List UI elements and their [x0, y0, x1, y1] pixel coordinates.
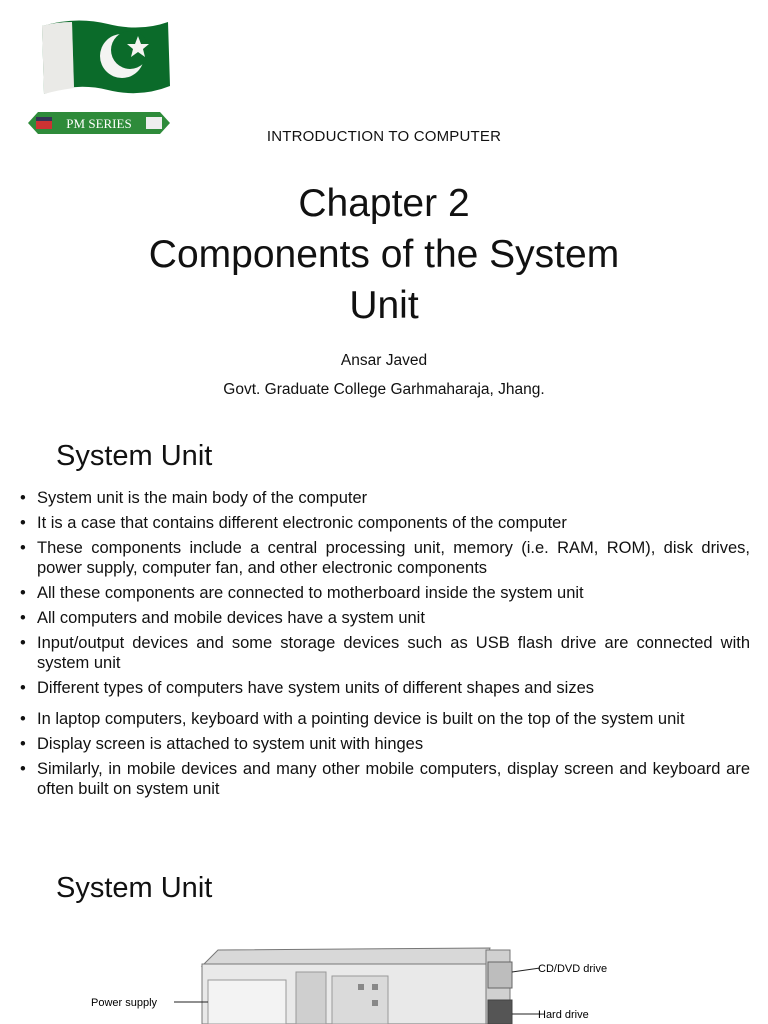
list-item: • Input/output devices and some storage devices such as USB flash drive are connected with system unit [20, 633, 750, 673]
list-item: • System unit is the main body of the computer [20, 488, 750, 508]
label-cd-dvd-drive: CD/DVD drive [538, 963, 608, 975]
slide3-heading: System Unit [56, 872, 213, 904]
list-item: • Similarly, in mobile devices and many other mobile computers, display screen and keyboard are often built on system unit [20, 759, 750, 799]
chapter-line-3: Unit [349, 284, 419, 327]
author-name: Ansar Javed [340, 352, 428, 369]
system-unit-diagram [88, 944, 648, 1024]
label-hard-drive: Hard drive [538, 1009, 589, 1021]
badge-text: PM SERIES [66, 116, 132, 131]
chapter-title [0, 178, 768, 331]
list-item: • Different types of computers have system units of different shapes and sizes [20, 678, 750, 698]
list-item: • All computers and mobile devices have a system unit [20, 608, 750, 628]
chapter-line-1: Chapter 2 [298, 182, 470, 225]
label-power-supply: Power supply [91, 997, 158, 1009]
bullet-list [20, 488, 750, 804]
list-item: • These components include a central processing unit, memory (i.e. RAM, ROM), disk drives, power supply, computer fan, and other electronic components [20, 538, 750, 578]
chapter-line-2: Components of the System [148, 233, 620, 276]
list-item: • It is a case that contains different electronic components of the computer [20, 513, 750, 533]
list-item: • All these components are connected to motherboard inside the system unit [20, 583, 750, 603]
list-item: • In laptop computers, keyboard with a pointing device is built on the top of the system unit [20, 709, 750, 729]
course-title: INTRODUCTION TO COMPUTER [266, 128, 502, 145]
college-name: Govt. Graduate College Garhmaharaja, Jhang. [223, 381, 545, 398]
slide2-heading: System Unit [56, 440, 213, 472]
list-item: • Display screen is attached to system unit with hinges [20, 734, 750, 754]
pakistan-flag-logo [36, 16, 172, 100]
